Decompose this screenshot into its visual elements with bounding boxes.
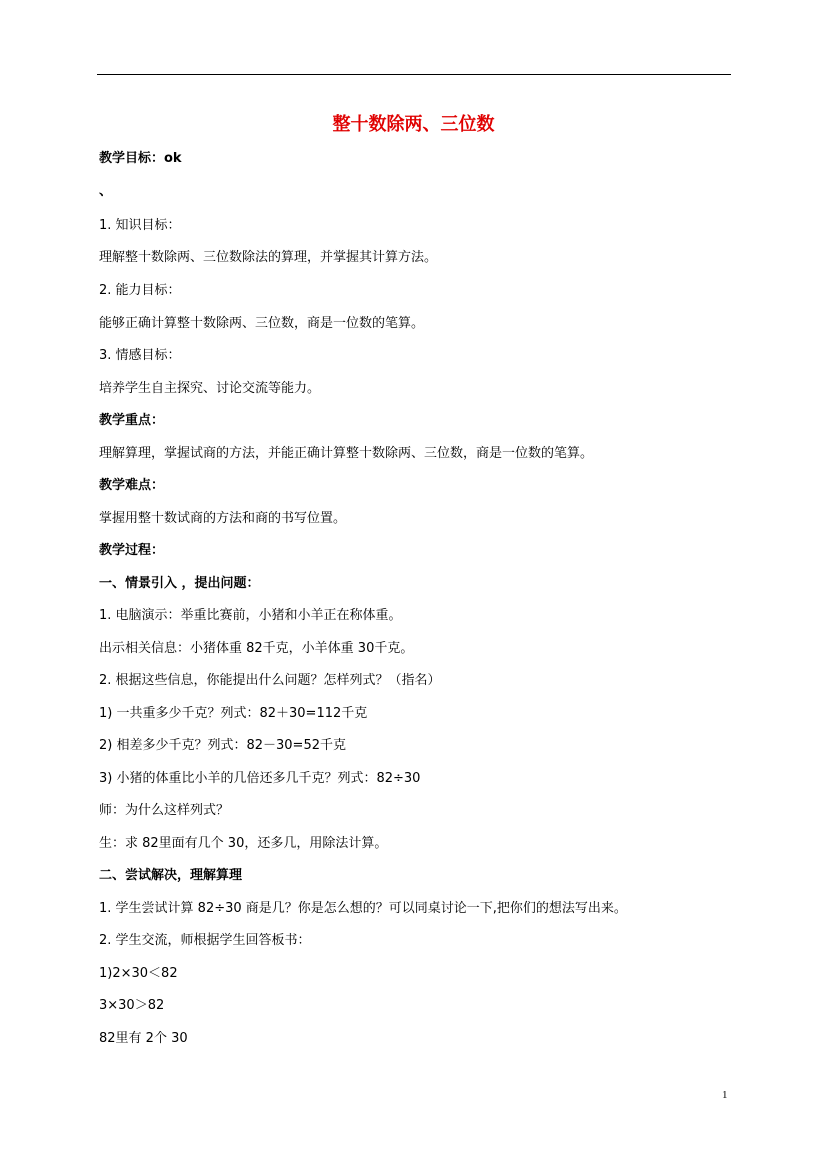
text-line: 理解算理，掌握试商的方法，并能正确计算整十数除两、三位数，商是一位数的笔算。: [99, 446, 594, 461]
text-line: 3×30＞82: [99, 998, 165, 1013]
text-line: 2. 学生交流，师根据学生回答板书：: [99, 933, 311, 948]
text-line: 掌握用整十数试商的方法和商的书写位置。: [99, 511, 347, 526]
text-line: 培养学生自主探究、讨论交流等能力。: [99, 381, 321, 396]
text-line: 出示相关信息：小猪体重 82千克，小羊体重 30千克。: [99, 641, 414, 656]
section-heading-1: 一、情景引入 ，提出问题：: [99, 576, 260, 591]
punctuation-line: 、: [99, 184, 113, 199]
text-line: 1)2×30＜82: [99, 966, 178, 981]
text-line: 1. 电脑演示：举重比赛前，小猪和小羊正在称体重。: [99, 608, 402, 623]
document-title: 整十数除两、三位数: [332, 114, 495, 135]
text-line: 2) 相差多少千克？列式：82－30=52千克: [99, 738, 346, 753]
heading-objectives: 教学目标：ok: [99, 151, 182, 166]
heading-key-points: 教学重点：: [99, 413, 165, 428]
text-line: 能够正确计算整十数除两、三位数，商是一位数的笔算。: [99, 316, 425, 331]
text-line: 理解整十数除两、三位数除法的算理，并掌握其计算方法。: [99, 250, 438, 265]
text-line: 1. 知识目标：: [99, 218, 181, 233]
text-line: 2. 能力目标：: [99, 283, 181, 298]
text-line: 3. 情感目标：: [99, 348, 181, 363]
text-line: 1) 一共重多少千克？列式：82＋30=112千克: [99, 706, 368, 721]
text-line: 师：为什么这样列式？: [99, 803, 230, 818]
text-line: 82里有 2个 30: [99, 1031, 188, 1046]
text-line: 3) 小猪的体重比小羊的几倍还多几千克？列式：82÷30: [99, 771, 421, 786]
text-line: 生：求 82里面有几个 30，还多几，用除法计算。: [99, 836, 388, 851]
section-heading-2: 二、尝试解决，理解算理: [99, 868, 243, 883]
header-rule: [97, 74, 731, 75]
text-line: 2. 根据这些信息，你能提出什么问题？怎样列式？（指名）: [99, 673, 441, 688]
text-line: 1. 学生尝试计算 82÷30 商是几？你是怎么想的？可以同桌讨论一下,把你们的想法写出来。: [99, 901, 627, 916]
page-number: 1: [722, 1089, 728, 1101]
heading-process: 教学过程：: [99, 543, 165, 558]
heading-difficulties: 教学难点：: [99, 478, 165, 493]
